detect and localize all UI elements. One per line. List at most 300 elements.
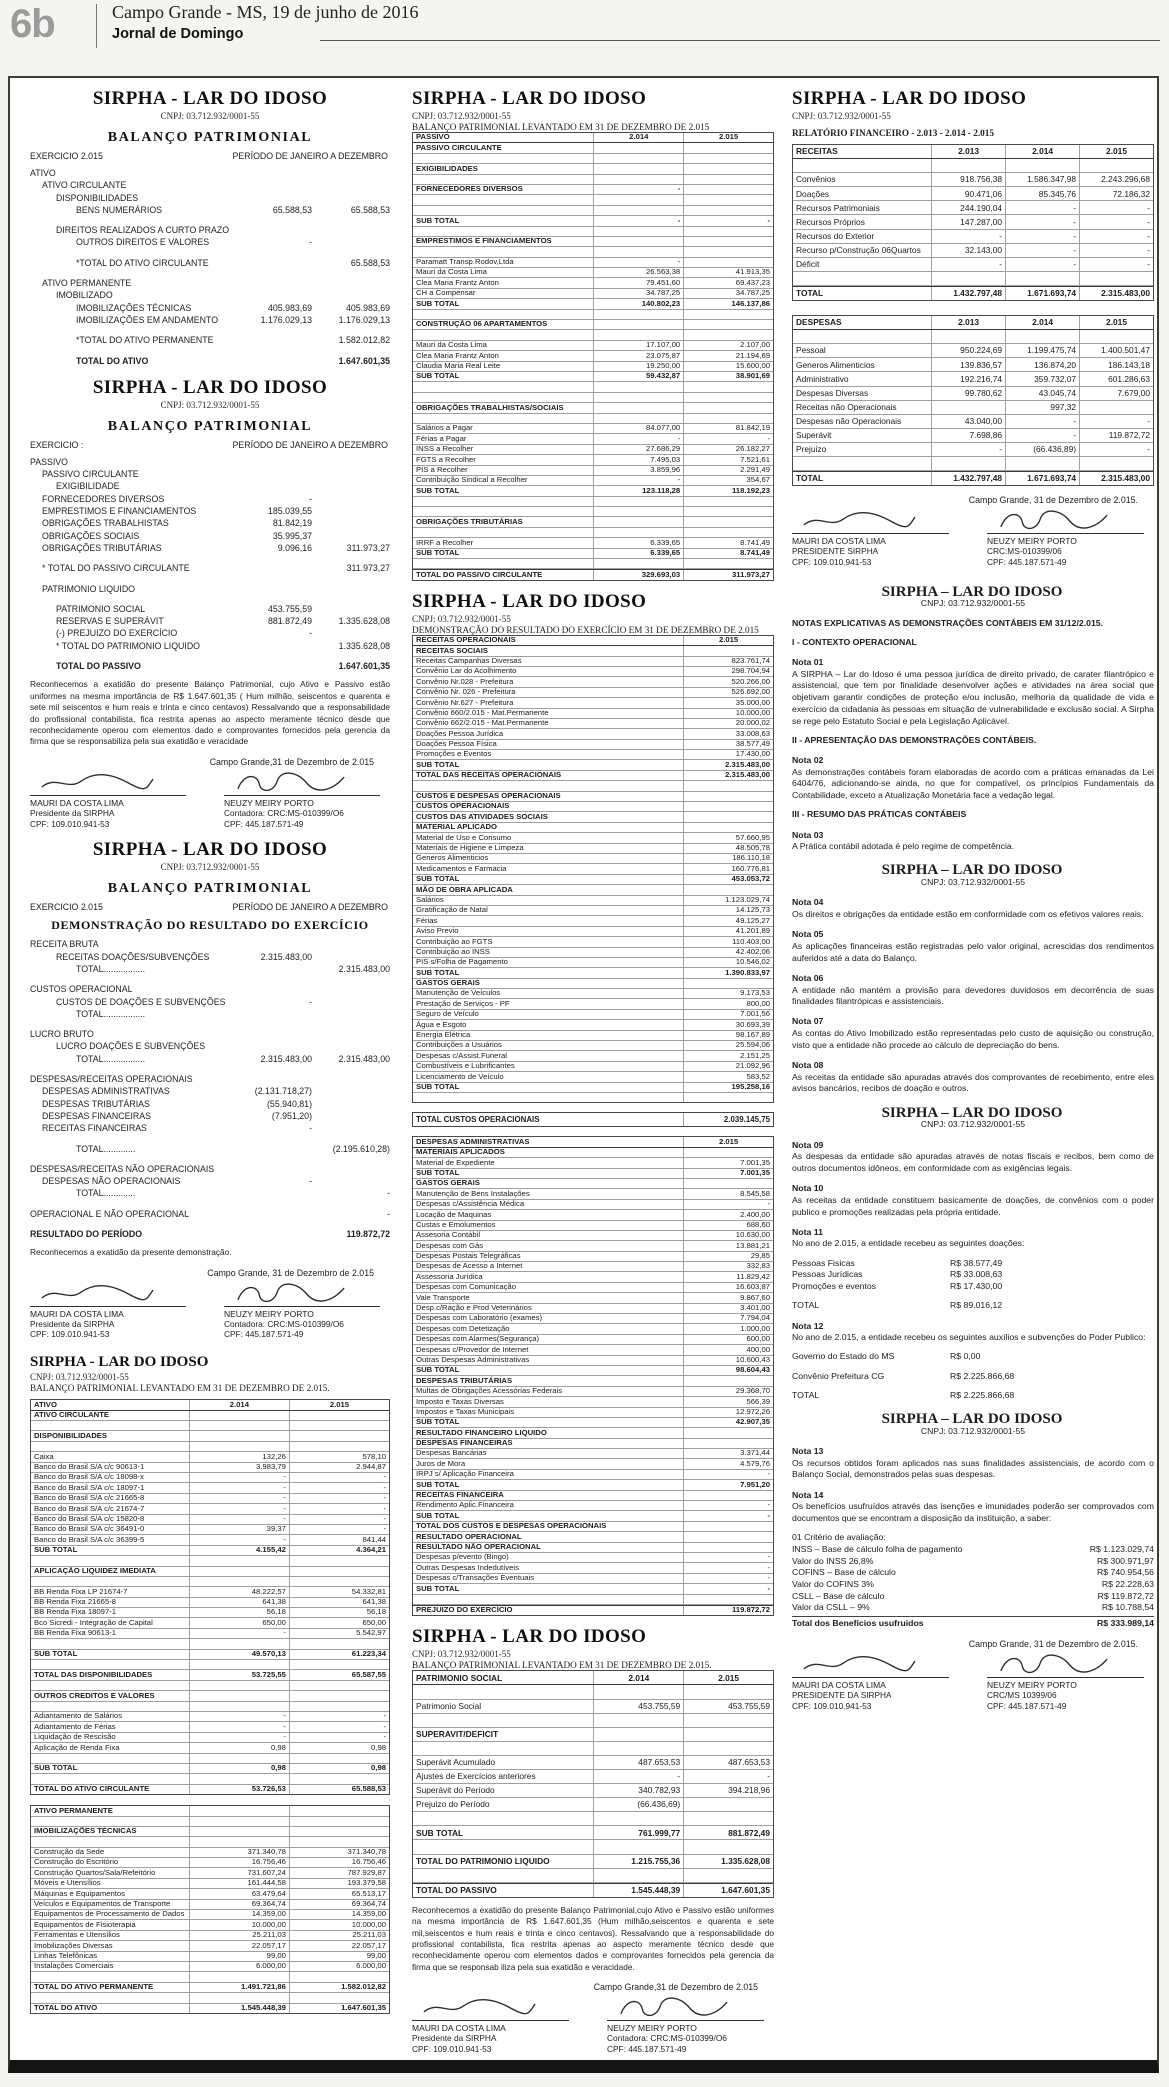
row-value: 2.039.145,75 [723, 1115, 770, 1125]
value-2014: 69.364,74 [190, 1900, 290, 1909]
note-line [792, 1227, 1154, 1239]
row-label: Convênio Nr. 026 - Prefeitura [413, 688, 684, 697]
note-line [792, 1602, 1154, 1614]
row-label [31, 1639, 190, 1648]
row-label: EXIGIBILIDADE [56, 481, 120, 492]
value-2014: 27.686,29 [594, 445, 684, 454]
note-line [792, 909, 1154, 921]
table-row [413, 1072, 773, 1082]
value-2014: - [190, 1712, 290, 1721]
row-label [413, 781, 684, 790]
row-label: RECEITAS SOCIAIS [413, 646, 684, 655]
value-2015: 526.692,00 [731, 687, 770, 697]
statement-row [30, 951, 390, 963]
value-2015 [684, 507, 773, 516]
org-title: SIRPHA - LAR DO IDOSO [792, 88, 1027, 109]
value-2015: 0,98 [371, 1742, 386, 1752]
statement-row [30, 1098, 390, 1110]
table-row [413, 351, 773, 361]
note-line [792, 727, 1154, 735]
despesas-administrativas-table [412, 1136, 774, 1616]
row-label: Receitas não Operacionais [793, 401, 932, 414]
column-2 [412, 88, 774, 2055]
row-label: Despesas com Detetização [413, 1324, 684, 1333]
table-row [413, 1020, 773, 1030]
row-label: Pessoal [793, 344, 932, 357]
row-value-b: - [387, 1188, 390, 1199]
table-row [31, 1868, 389, 1878]
value-2015: 10.000,00 [735, 707, 770, 717]
value-2015: 20.000,02 [735, 718, 770, 728]
value-2015: 578,10 [362, 1451, 386, 1461]
statement-row [30, 257, 390, 269]
row-label: Salários [413, 896, 684, 905]
value-2015: 400,00 [746, 1344, 770, 1354]
value-2014: - [190, 1494, 290, 1503]
statement-row [30, 1208, 390, 1220]
value-2015 [684, 414, 773, 423]
row-label: Adiantamento de Salários [31, 1712, 190, 1721]
table-row [793, 401, 1153, 415]
table-row [413, 320, 773, 330]
section-title-dre: DEMONSTRAÇÃO DO RESULTADO DO EXERCÍCIO [51, 918, 369, 933]
value-2015: 3.401,00 [740, 1303, 770, 1313]
table-row [413, 258, 773, 268]
row-label: Despesas c/Assist.Funeral [413, 1051, 684, 1060]
value-2015: - [767, 433, 770, 443]
note-line [792, 637, 1154, 649]
value-2014 [190, 1817, 290, 1826]
row-label: Outras Despesas Indedutíveis [413, 1563, 684, 1572]
table-row [413, 937, 773, 947]
value-2014: 161.444,58 [190, 1879, 290, 1888]
note-text: Promoções e eventos [792, 1281, 877, 1292]
value-2015: 2.015 [718, 132, 739, 142]
table-row [413, 1869, 773, 1883]
value-2015 [290, 1691, 389, 1700]
value-2014: 4.155,42 [190, 1546, 290, 1555]
signature-president: MAURI DA COSTA LIMA Presidente da SIRPHA CPF: 109.010.941-53 [30, 1282, 196, 1341]
row-label: CUSTOS E DESPESAS OPERACIONAIS [413, 792, 684, 801]
row-label: RESULTADO NÃO OPERACIONAL [413, 1543, 684, 1552]
row-label: Despesas c/Assistência Médica [413, 1200, 684, 1209]
statement-row [30, 615, 390, 627]
value-2015 [684, 1798, 773, 1811]
row-label: PIS a Recolher [413, 466, 594, 475]
row-label: MATERIAL APLICADO [413, 823, 684, 832]
table-row [413, 1798, 773, 1812]
value-2015 [684, 781, 773, 790]
row-value-a: (55.940,81) [267, 1098, 312, 1109]
table-row [793, 258, 1153, 272]
row-label: Doações Pessoa Jurídica [413, 729, 684, 738]
statement-row [30, 456, 390, 468]
table-row [413, 1189, 773, 1199]
value-2015: 160.776,81 [731, 863, 770, 873]
date-line: Campo Grande,31 de Dezembro de 2.015 [209, 756, 374, 767]
value-2015: 21.092,96 [735, 1061, 770, 1071]
value-2014 [594, 517, 684, 526]
note-line [792, 841, 1154, 853]
row-label: DISPONIBILIDADES [31, 1431, 190, 1440]
value-2014: 14.359,00 [190, 1910, 290, 1919]
value-2014 [594, 154, 684, 163]
value-2014 [190, 1774, 290, 1783]
row-label: Combustíveis e Lubrificantes [413, 1062, 684, 1071]
row-value-a: 405.983,69 [267, 302, 312, 313]
value-2015 [684, 1742, 773, 1755]
value-2014: 6.339,65 [594, 549, 684, 558]
table-row [31, 1920, 389, 1930]
statement-row [30, 236, 390, 248]
row-label: FORNECEDORES DIVERSOS [42, 493, 165, 504]
date-line: Campo Grande,31 de Dezembro de 2.015 [593, 1982, 758, 1993]
table-row [31, 1722, 389, 1732]
row-label: SUB TOTAL [413, 1826, 594, 1839]
note-line [792, 973, 1154, 985]
row-label: Doações [793, 187, 932, 200]
value-2015 [290, 1681, 389, 1690]
value-2014 [594, 497, 684, 506]
note-line [792, 1300, 1154, 1312]
value-2014: 6.000,00 [190, 1962, 290, 1971]
value-2015 [684, 258, 773, 267]
statement-row [30, 249, 390, 257]
table-row [31, 1889, 389, 1899]
note-line [792, 598, 1154, 610]
value-2015: - [767, 1510, 770, 1520]
value-2015: 1.400.501,47 [1101, 345, 1150, 356]
table-row [413, 164, 773, 174]
value-2014: 340.782,93 [594, 1784, 684, 1797]
value-2014 [190, 1827, 290, 1836]
value-2014 [1006, 272, 1080, 285]
table-row [793, 272, 1153, 286]
note-line [792, 1579, 1154, 1591]
value-2013: 918.756,38 [932, 173, 1006, 186]
signature-block [792, 1653, 1154, 1712]
table-row [413, 424, 773, 434]
row-label: RESULTADO FINANCEIRO LIQUIDO [413, 1428, 684, 1437]
note-text: Nota 05 [792, 929, 824, 940]
value-2015: 119.872,72 [1108, 430, 1150, 441]
note-line [792, 1426, 1154, 1438]
value-2015: 42.907,35 [735, 1417, 770, 1427]
value-2015 [290, 1431, 389, 1440]
signature-line [224, 1306, 380, 1307]
table-row [413, 538, 773, 548]
periodo-label: PERÍODO DE JANEIRO A DEZEMBRO [232, 439, 388, 450]
value-2014 [190, 1691, 290, 1700]
value-2015 [684, 247, 773, 256]
value-2014: 10.000,00 [190, 1920, 290, 1929]
row-label: ATIVO CIRCULANTE [42, 180, 127, 191]
note-line [792, 1016, 1154, 1028]
value-2015: 332,83 [746, 1261, 770, 1271]
row-label: Despesas Diversas [793, 387, 932, 400]
value-2014 [594, 164, 684, 173]
note-text: Nota 12 [792, 1320, 824, 1331]
value-2014: 63.479,64 [190, 1889, 290, 1898]
note-line [792, 1151, 1154, 1174]
value-2015 [684, 227, 773, 236]
statement-row [30, 554, 390, 562]
table-row [31, 1483, 389, 1493]
value-2015: 22.057,17 [351, 1940, 386, 1950]
ativo-permanente-table [30, 1805, 390, 2014]
value-2015 [290, 1827, 389, 1836]
table-row [413, 1428, 773, 1438]
table-row [413, 1062, 773, 1072]
row-label: Clea Maria Frantz Anton [413, 278, 594, 287]
row-label [793, 457, 932, 470]
value-2014 [190, 1556, 290, 1565]
table-row [413, 507, 773, 517]
row-label: DESPESAS/RECEITAS NÃO OPERACIONAIS [30, 1163, 215, 1174]
date-line: Campo Grande, 31 de Dezembro de 2.015 [207, 1267, 374, 1278]
value-2015: 81.842,19 [735, 423, 770, 433]
row-label [413, 414, 594, 423]
value-2015: 583,52 [746, 1071, 770, 1081]
note-line [792, 1269, 1154, 1281]
value-2015 [290, 1754, 389, 1763]
value-2015 [684, 1543, 773, 1552]
table-row [413, 1605, 773, 1615]
row-label: Promoções e Eventos [413, 750, 684, 759]
value-2014: 25.211,03 [190, 1931, 290, 1940]
value-2015 [684, 382, 773, 391]
value-2015: 29,85 [750, 1251, 770, 1261]
relatorio-receitas-table [792, 144, 1154, 301]
value-2014: 19.250,00 [594, 362, 684, 371]
note-value: R$ 0,00 [950, 1351, 981, 1362]
value-2014: 1.586.347,98 [1006, 173, 1080, 186]
note-line [792, 1321, 1154, 1333]
value-2015: 57.660,95 [735, 832, 770, 842]
signature-accountant: NEUZY MEIRY PORTO CRC:MS-010399/06 CPF: 445.187.571-49 [987, 509, 1154, 568]
value-2015: 881.872,49 [728, 1827, 770, 1838]
table-row [413, 1262, 773, 1272]
row-label: Assesoria Contábil [413, 1231, 684, 1240]
table-row [413, 1511, 773, 1521]
note-text: As aplicações financeiras estão registradas pelo valor original, acrescidas dos rendimentos auferidos até a data do Balanço. [792, 940, 1154, 963]
value-2015: 7.001,35 [740, 1157, 770, 1167]
statement-row [30, 1065, 390, 1073]
table-row [413, 143, 773, 153]
row-label: CUSTOS DAS ATIVIDADES SOCIAIS [413, 812, 684, 821]
note-text: SIRPHA – LAR DO IDOSO [881, 862, 1063, 879]
table-row [413, 382, 773, 392]
row-label: MÃO DE OBRA APLICADA [413, 885, 684, 894]
note-text: SIRPHA – LAR DO IDOSO [881, 1411, 1063, 1428]
statement-row [30, 326, 390, 334]
value-2014: - [594, 434, 684, 443]
value-2014: 23.075,87 [594, 351, 684, 360]
row-label: Imposto e Taxas Diversas [413, 1397, 684, 1406]
table-row [413, 646, 773, 656]
table-row [413, 1418, 773, 1428]
value-2015: 311.973,27 [731, 569, 770, 579]
value-2015: 193.379,58 [347, 1878, 386, 1888]
value-2013: - [932, 258, 1006, 271]
row-label: PATRIMONIO SOCIAL [56, 603, 146, 614]
table-row [413, 455, 773, 465]
table-row [413, 885, 773, 895]
row-value-b: 405.983,69 [345, 302, 390, 313]
table-row [413, 1314, 773, 1324]
value-2015: 520.266,00 [731, 676, 770, 686]
row-label: Outras Despesas Administrativas [413, 1356, 684, 1365]
value-2015: 650,00 [362, 1617, 386, 1627]
page-number: 6b [10, 2, 55, 46]
row-label: DIREITOS REALIZADOS A CURTO PRAZO [56, 225, 230, 236]
org-title: SIRPHA - LAR DO IDOSO [30, 1354, 209, 1371]
row-label [31, 1774, 190, 1783]
row-label: TOTAL DO PASSIVO CIRCULANTE [413, 570, 594, 579]
value-2015 [684, 1428, 773, 1437]
value-2014 [594, 237, 684, 246]
date-line: Campo Grande, 31 de Dezembro de 2.015. [968, 495, 1138, 506]
row-label: OUTROS CREDITOS E VALORES [31, 1691, 190, 1700]
table-row [793, 344, 1153, 358]
signature-line [987, 533, 1144, 534]
row-label [413, 1742, 594, 1755]
value-2015: 99,00 [366, 1950, 386, 1960]
row-label: Prestação de Serviços - PF [413, 999, 684, 1008]
org-cnpj: CNPJ: 03.712.932/0001-55 [160, 399, 260, 410]
table-row [413, 1840, 773, 1854]
note-line [792, 1616, 1154, 1630]
row-value-b: 1.582.012,82 [338, 335, 390, 346]
statement-row [30, 1175, 390, 1187]
table-row [413, 1148, 773, 1158]
table-row [413, 1304, 773, 1314]
table-row [793, 187, 1153, 201]
value-2015 [684, 320, 773, 329]
value-2014: 43.045,74 [1006, 387, 1080, 400]
signature-block [412, 1996, 774, 2055]
value-2015: 823.761,74 [731, 655, 770, 665]
signature-president: MAURI DA COSTA LIMA Presidente da SIRPHA CPF: 109.010.941-53 [412, 1996, 579, 2055]
row-label: Convênio Lar do Acolhimento [413, 667, 684, 676]
row-label: TOTAL DO ATIVO [76, 355, 149, 366]
table-row [31, 1452, 389, 1462]
row-value-a: 881.872,49 [267, 616, 312, 627]
statement-row [30, 1155, 390, 1163]
value-2013: 1.432.797,48 [932, 287, 1006, 300]
row-label [413, 154, 594, 163]
statement-row [30, 627, 390, 639]
value-2015: 11.829,42 [736, 1271, 770, 1281]
table-row [413, 1169, 773, 1179]
note-text: No ano de 2.015, a entidade recebeu as seguintes doações: [792, 1238, 1025, 1249]
note-text: III - RESUMO DAS PRÁTICAS CONTÁBEIS [792, 809, 967, 820]
value-2015: - [383, 1503, 386, 1513]
note-line [792, 1008, 1154, 1016]
statement-row [30, 1085, 390, 1097]
row-label: SUB TOTAL [413, 1480, 684, 1489]
note-line [792, 1218, 1154, 1226]
table-row [31, 1743, 389, 1753]
row-value-b: 311.973,27 [346, 563, 390, 574]
value-2015: 9.173,53 [740, 988, 770, 998]
value-2015 [684, 1532, 773, 1541]
row-label: SUPERAVIT/DEFICIT [413, 1728, 594, 1741]
table-row [31, 1650, 389, 1660]
org-title: SIRPHA - LAR DO IDOSO [412, 1626, 647, 1648]
table-row [413, 362, 773, 372]
value-2014: - [190, 1629, 290, 1638]
value-2014: 731.607,24 [190, 1868, 290, 1877]
value-2015: 298.704,94 [731, 666, 770, 676]
value-2013 [932, 330, 1006, 343]
note-line [792, 964, 1154, 972]
statement-row [30, 192, 390, 204]
value-2014: - [190, 1535, 290, 1544]
row-label: Convênios [793, 173, 932, 186]
row-label: SUB TOTAL [413, 968, 684, 977]
row-label: Despesas c/Provedor de Internet [413, 1345, 684, 1354]
table-row [413, 528, 773, 538]
table-row [413, 1574, 773, 1584]
value-2014: 1.671.693,74 [1006, 287, 1080, 300]
statement-row [30, 179, 390, 191]
row-label: Ajustes de Exercícios anteriores [413, 1770, 594, 1783]
row-label: Convênio Nr.627 - Prefeitura [413, 698, 684, 707]
value-2015 [1080, 159, 1153, 172]
row-label: Recursos Patrimoniais [793, 201, 932, 214]
row-label: SUB TOTAL [31, 1764, 190, 1773]
note-line [792, 1131, 1154, 1139]
statement-row [30, 1143, 390, 1155]
row-label: Banco do Brasil S/A c/c 21665-8 [31, 1494, 190, 1503]
value-2015: 33.008,63 [735, 728, 770, 738]
table-row [413, 906, 773, 916]
value-2015: 42.402,06 [735, 946, 770, 956]
row-label: Máquinas e Equipamentos [31, 1889, 190, 1898]
row-label [413, 1595, 684, 1604]
dre-receitas-custos-table [412, 635, 774, 1104]
note-text: Nota 08 [792, 1060, 824, 1071]
value-2014: 1.545.448,39 [594, 1884, 684, 1897]
value-2015: 38.577,49 [735, 739, 770, 749]
table-row [413, 812, 773, 822]
value-2015: - [1147, 202, 1150, 213]
note-text: II - APRESENTAÇÃO DAS DEMONSTRAÇÕES CONTÁBEIS. [792, 734, 1037, 745]
value-2015 [684, 517, 773, 526]
statement-row [30, 603, 390, 615]
value-2015: 49.125,27 [735, 915, 770, 925]
note-text: TOTAL [792, 1389, 820, 1400]
table-row [413, 1449, 773, 1459]
statement-row [30, 505, 390, 517]
note-text: 01 Critério de avaliação: [792, 1532, 886, 1543]
row-value-b: (2.195.610,28) [332, 1143, 390, 1154]
value-2014: 0,98 [190, 1764, 290, 1773]
value-2015: 14.125,73 [735, 905, 770, 915]
table-row [413, 466, 773, 476]
statement-row [30, 302, 390, 314]
org-cnpj: CNPJ: 03.712.932/0001-55 [792, 111, 891, 121]
table-row [413, 1051, 773, 1061]
value-2015: - [1147, 415, 1150, 426]
note-line [792, 1437, 1154, 1445]
table-row [31, 1702, 389, 1712]
value-2015: 7.001,56 [740, 1009, 770, 1019]
row-label: Despesas com Alarmes(Segurança) [413, 1335, 684, 1344]
statement-row [30, 314, 390, 326]
row-label: SUB TOTAL [413, 1169, 684, 1178]
